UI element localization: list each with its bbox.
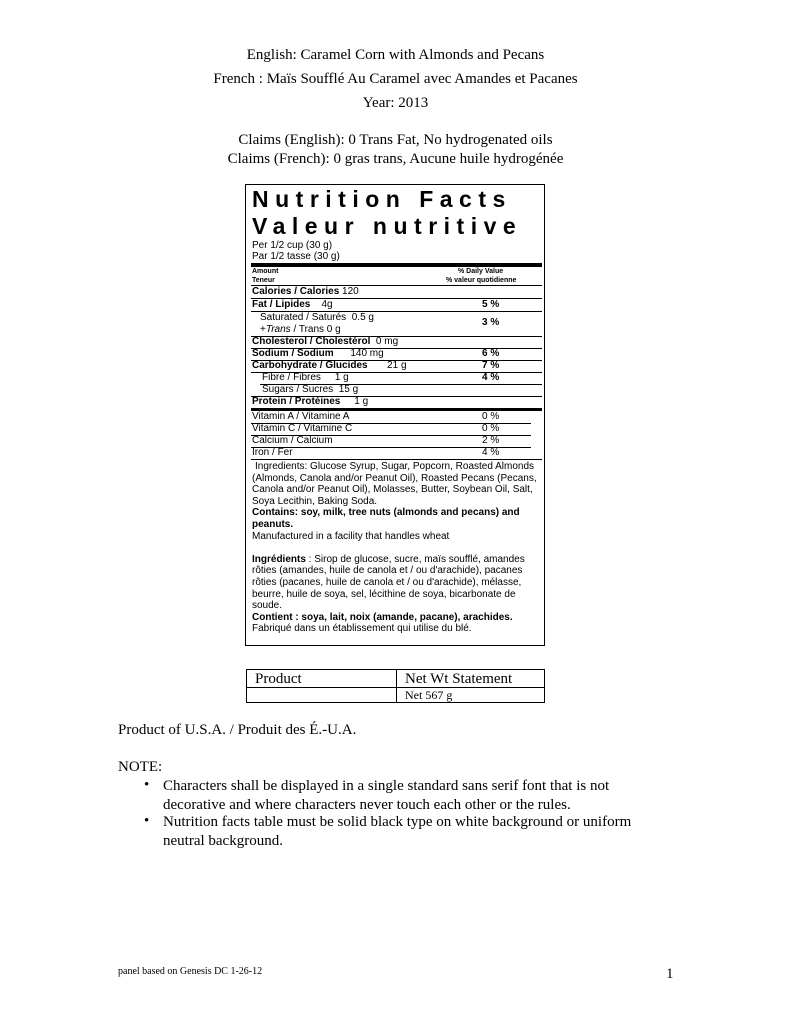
carbohydrate-label: Carbohydrate / Glucides <box>252 360 368 371</box>
page-number: 1 <box>666 966 674 982</box>
claims-english: Claims (English): 0 Trans Fat, No hydrogenated oils <box>238 132 553 148</box>
contains-fr: Contient : soya, lait, noix (amande, pacane), arachides. <box>252 611 513 623</box>
cholesterol-row <box>252 336 535 348</box>
facility-en: Manufactured in a facility that handles wheat <box>252 530 450 542</box>
bullet-icon: • <box>144 777 150 793</box>
fat-label: Fat / Lipides <box>252 299 311 310</box>
note-item: Nutrition facts table must be solid black type on white background or uniform neutral background. <box>163 814 632 849</box>
net-weight-table <box>246 669 545 703</box>
year-line: Year: 2013 <box>362 95 429 111</box>
daily-value-fr: % valeur quotidienne <box>446 277 517 284</box>
trans-row <box>260 324 543 336</box>
protein-row <box>252 396 535 408</box>
fibre-row <box>262 372 545 384</box>
saturated-label: Saturated / Saturés <box>260 312 347 323</box>
facility-fr: Fabriqué dans un établissement qui utilise du blé. <box>252 623 472 635</box>
sat-trans-dv: 3 % <box>482 317 500 328</box>
fibre-dv: 4 % <box>482 372 500 383</box>
teneur-label: Teneur <box>252 277 275 284</box>
calcium-label: Calcium / Calcium <box>252 435 333 446</box>
ingredients-fr-paragraph <box>252 554 542 612</box>
nutrition-title-fr: Valeur nutritive <box>252 213 523 239</box>
sodium-dv: 6 % <box>482 348 500 359</box>
origin-statement: Product of U.S.A. / Produit des É.-U.A. <box>118 722 357 738</box>
fibre-label: Fibre / Fibres <box>262 372 321 383</box>
calories-label: Calories / Calories <box>252 286 340 297</box>
calcium-dv: 2 % <box>482 435 500 446</box>
product-name-french: French : Maïs Soufflé Au Caramel avec Amandes et Pacanes <box>213 71 578 87</box>
ingredients-block <box>252 461 542 635</box>
sodium-value: 140 mg <box>350 348 384 359</box>
calories-row <box>252 286 535 298</box>
product-header-cell: Product <box>246 669 397 688</box>
nutrition-facts-table <box>245 184 545 646</box>
ingredients-fr: : Sirop de glucose, sucre, maïs soufflé, amandes rôties (amandes, huile de canola et / ou d'arachide), pacanes rôties (pacanes, huile de canola et / ou d'arachide), mélasse, beurre, huile de soya, sel, lécithine de soya, bicarbonate de soude. <box>252 553 525 612</box>
sugars-value: 15 g <box>338 384 359 395</box>
ingredients-fr-label: Ingrédients <box>252 553 306 565</box>
trans-label: / Trans 0 g <box>290 324 341 335</box>
vitamin-a-dv: 0 % <box>482 411 500 422</box>
saturated-value: 0.5 g <box>351 312 374 323</box>
contains-en: Contains: soy, milk, tree nuts (almonds and pecans) and peanuts. <box>252 507 520 530</box>
iron-dv: 4 % <box>482 447 500 458</box>
fibre-value: 1 g <box>334 372 349 383</box>
fat-value: 4g <box>321 299 333 310</box>
rule <box>251 459 542 460</box>
protein-label: Protein / Protéines <box>252 396 341 407</box>
fat-dv: 5 % <box>482 299 500 310</box>
serving-size-fr: Par 1/2 tasse (30 g) <box>252 251 340 262</box>
carbohydrate-dv: 7 % <box>482 360 500 371</box>
trans-prefix: + <box>260 324 266 335</box>
nutrition-title-en: Nutrition Facts <box>252 186 512 212</box>
bullet-icon: • <box>144 813 150 829</box>
product-value-cell <box>246 687 397 703</box>
sodium-label: Sodium / Sodium <box>252 348 334 359</box>
sugars-label: Sugars / Sucres <box>262 384 334 395</box>
product-name-english: English: Caramel Corn with Almonds and Pecans <box>246 47 545 63</box>
protein-value: 1 g <box>354 396 369 407</box>
daily-value-en: % Daily Value <box>458 268 504 275</box>
cholesterol-value: 0 mg <box>375 336 399 347</box>
net-wt-header-cell: Net Wt Statement <box>396 669 545 688</box>
vitamin-c-label: Vitamin C / Vitamine C <box>252 423 353 434</box>
serving-size-en: Per 1/2 cup (30 g) <box>252 240 333 251</box>
iron-label: Iron / Fer <box>252 447 293 458</box>
claims-french: Claims (French): 0 gras trans, Aucune huile hydrogénée <box>227 151 564 167</box>
note-title: NOTE: <box>118 759 163 775</box>
footer-source: panel based on Genesis DC 1-26-12 <box>118 966 263 977</box>
trans-italic: Trans <box>265 324 291 335</box>
calories-value: 120 <box>342 286 359 297</box>
saturated-row <box>260 312 543 324</box>
ingredients-en: Ingredients: Glucose Syrup, Sugar, Popcorn, Roasted Almonds (Almonds, Canola and/or Peanut Oil), Roasted Pecans (Pecans, Canola and/or Peanut Oil), Molasses, Butter, Soybean Oil, Salt, Soya Lecithin, Baking Soda. <box>252 461 537 507</box>
vitamin-c-dv: 0 % <box>482 423 500 434</box>
cholesterol-label: Cholesterol / Cholestérol <box>252 336 371 347</box>
sugars-row <box>262 384 545 396</box>
amount-label: Amount <box>252 268 279 275</box>
carbohydrate-value: 21 g <box>387 360 407 371</box>
net-wt-value-cell: Net 567 g <box>396 687 545 703</box>
vitamin-a-label: Vitamin A / Vitamine A <box>252 411 350 422</box>
note-item: Characters shall be displayed in a single standard sans serif font that is not decorative and where characters never touch each other or the rules. <box>163 778 610 813</box>
